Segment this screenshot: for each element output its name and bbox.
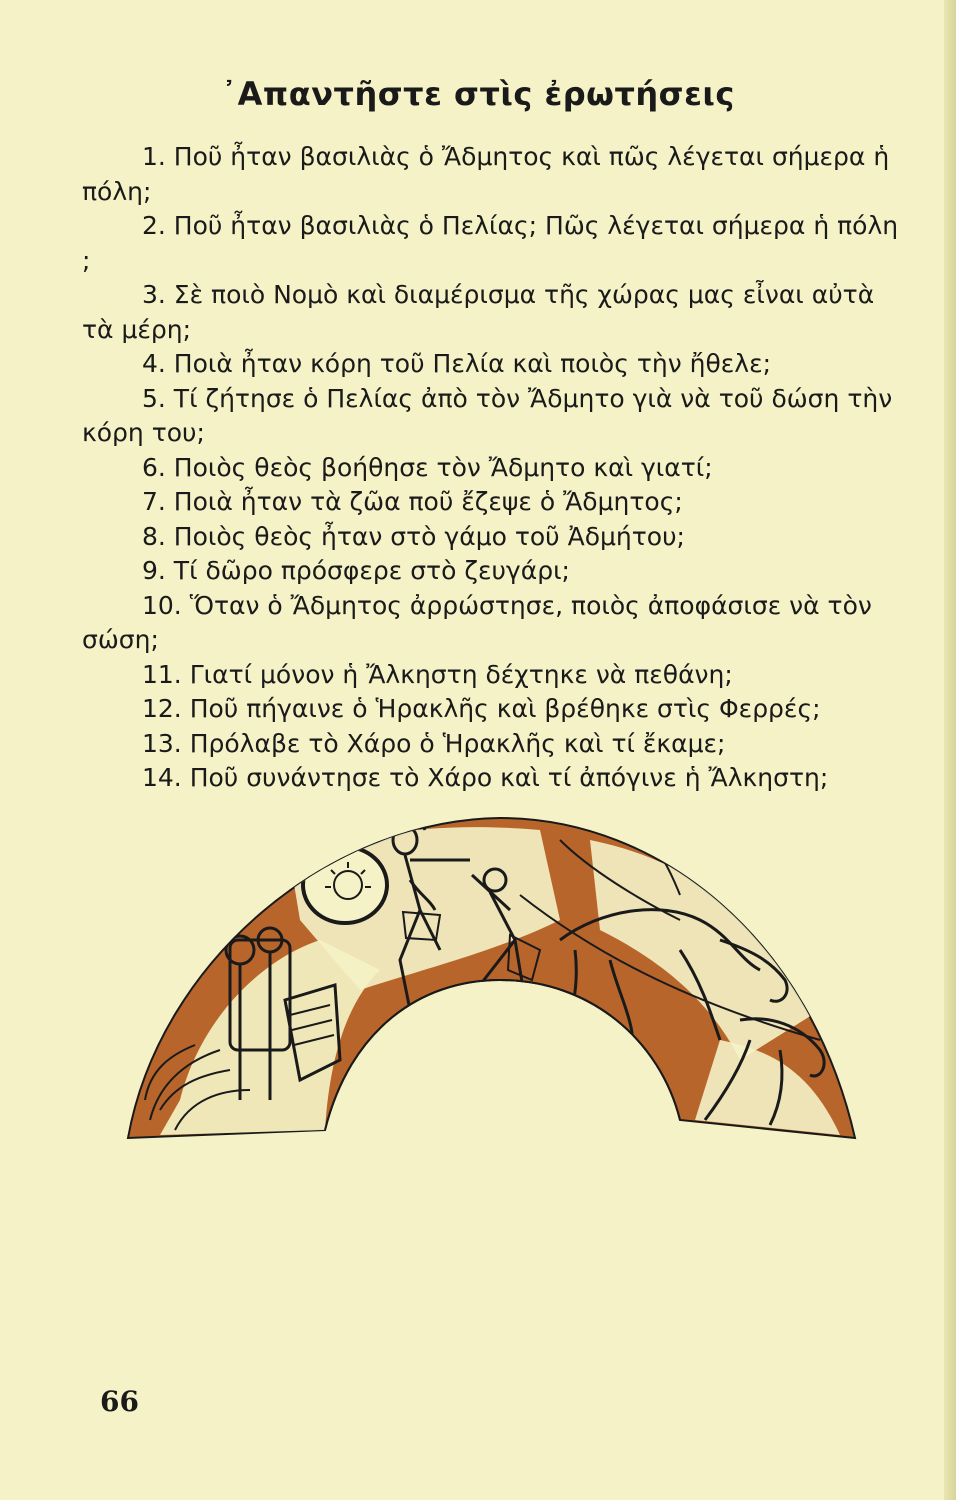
vase-painting-illustration (120, 800, 860, 1160)
question-item: 7. Ποιὰ ἦταν τὰ ζῶα ποῦ ἔζεψε ὁ Ἄδμητος; (142, 487, 683, 516)
question-list (82, 140, 907, 796)
question-item: 12. Ποῦ πήγαινε ὁ Ἡρακλῆς καὶ βρέθηκε στὶς Φερρές; (142, 694, 821, 723)
question-item: 3. Σὲ ποιὸ Νομὸ καὶ διαμέρισμα τῆς χώρας μας εἶναι αὐτὰ τὰ μέρη; (82, 280, 875, 344)
question-item: 8. Ποιὸς θεὸς ἦταν στὸ γάμο τοῦ Ἀδμήτου; (142, 521, 685, 551)
question-item: 10. Ὅταν ὁ Ἄδμητος ἀρρώστησε, ποιὸς ἀποφάσισε νὰ τὸν σώση; (82, 590, 872, 654)
question-item: 14. Ποῦ συνάντησε τὸ Χάρο καὶ τί ἀπόγινε ἡ Ἄλκηστη; (142, 763, 829, 792)
question-item: 2. Ποῦ ἦταν βασιλιὰς ὁ Πελίας; Πῶς λέγεται σήμερα ἡ πόλη ; (82, 211, 899, 275)
question-item: 1. Ποῦ ἦταν βασιλιὰς ὁ Ἄδμητος καὶ πῶς λέγεται σήμερα ἡ πόλη; (82, 142, 890, 206)
question-item: 6. Ποιὸς θεὸς βοήθησε τὸν Ἄδμητο καὶ γιατί; (142, 452, 713, 482)
question-item: 11. Γιατί μόνον ἡ Ἄλκηστη δέχτηκε νὰ πεθάνη; (142, 659, 733, 689)
question-item: 5. Τί ζήτησε ὁ Πελίας ἀπὸ τὸν Ἄδμητο γιὰ νὰ τοῦ δώση τὴν κόρη του; (82, 383, 893, 447)
page-title: ᾿Απαντῆστε στὶς ἐρωτήσεις (221, 75, 735, 113)
shield-icon (303, 847, 387, 923)
question-item: 13. Πρόλαβε τὸ Χάρο ὁ Ἡρακλῆς καὶ τί ἔκαμε; (142, 728, 726, 758)
page-number: 66 (100, 1385, 139, 1418)
question-item: 9. Τί δῶρο πρόσφερε στὸ ζευγάρι; (142, 556, 570, 585)
page-edge (944, 0, 956, 1500)
question-item: 4. Ποιὰ ἦταν κόρη τοῦ Πελία καὶ ποιὸς τὴν ἤθελε; (142, 349, 772, 378)
